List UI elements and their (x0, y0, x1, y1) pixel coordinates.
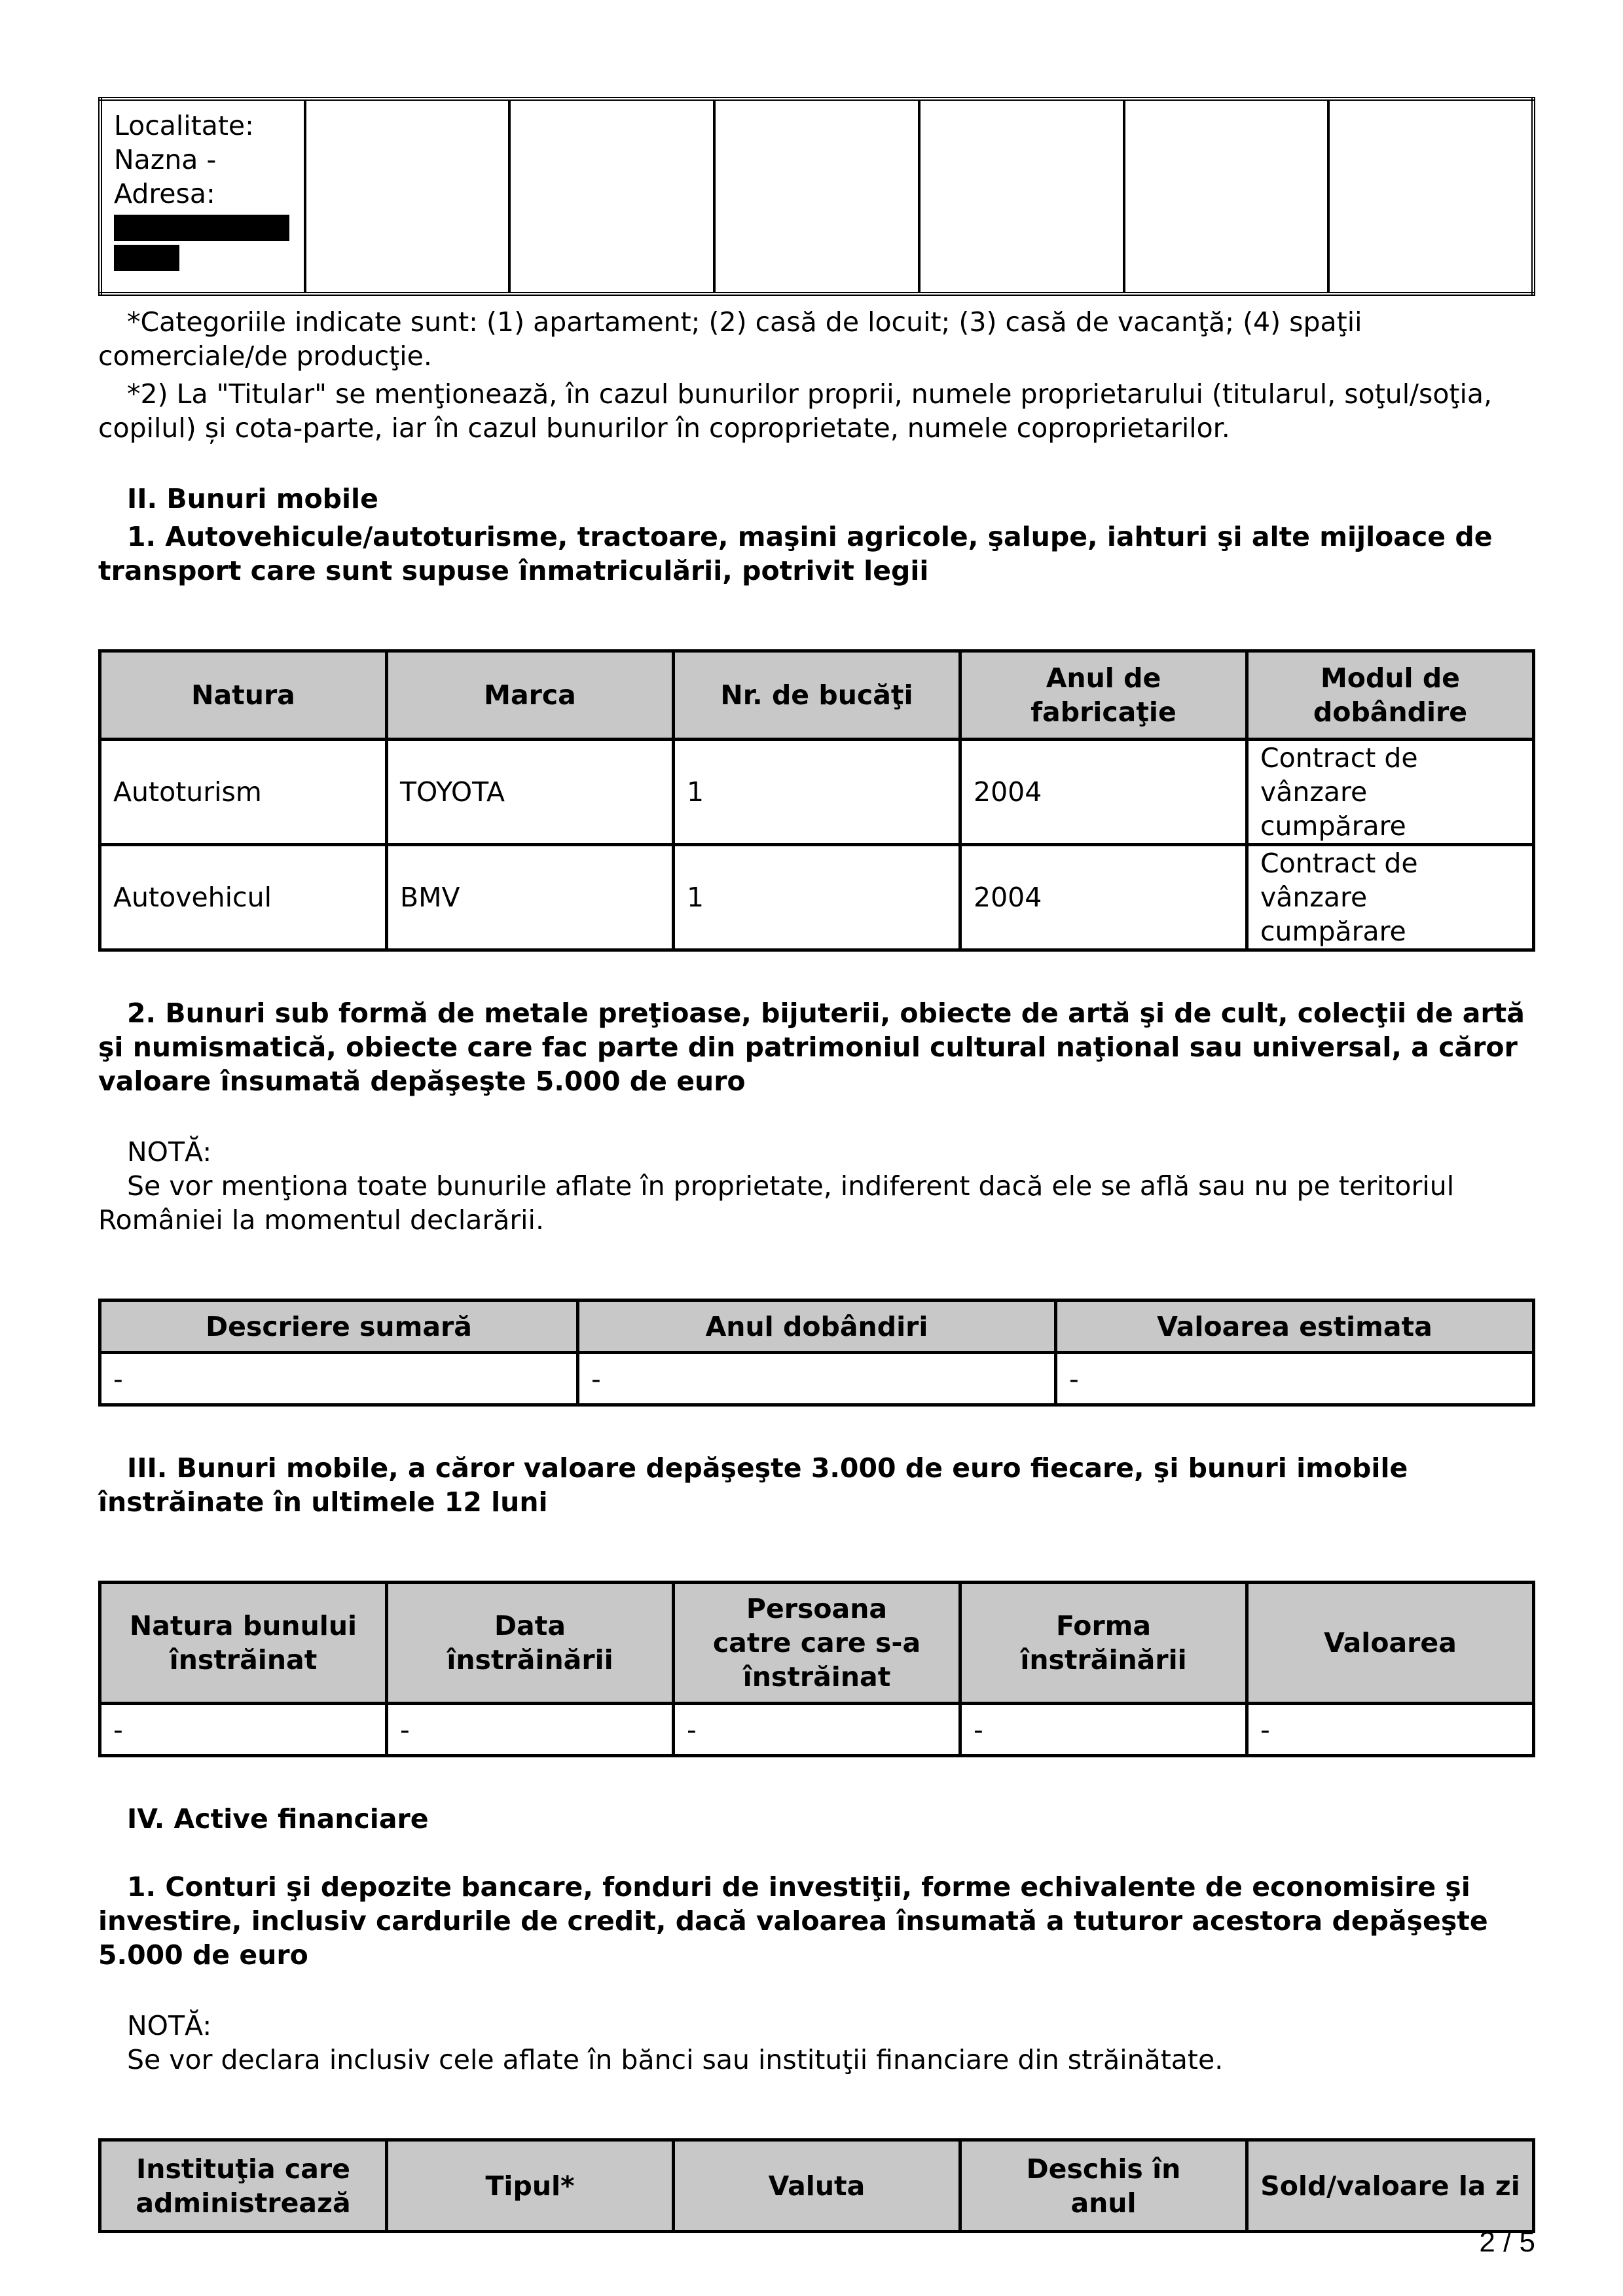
vehicles-table (98, 649, 1535, 952)
property-table (98, 97, 1535, 296)
column-header: Instituţia care administrează (100, 2140, 387, 2232)
subsection-heading: 2. Bunuri sub formă de metale preţioase, bijuterii, obiecte de artă şi de cult, colecţii de artă şi numismatică, obiecte care fac parte din patrimoniul cultural naţional sau universal, a căror valoare însumată depăşeşte 5.000 de euro (98, 997, 1525, 1097)
column-header: Marca (387, 651, 674, 740)
table-cell: - (960, 1704, 1247, 1756)
table-cell: Autoturism (100, 740, 387, 845)
column-header: Modul de dobândire (1247, 651, 1534, 740)
table-row (100, 1353, 1534, 1405)
table-header-row (100, 1583, 1534, 1704)
subsection-heading: 1. Autovehicule/autoturisme, tractoare, maşini agricole, şalupe, iahturi şi alte mijloace de transport care sunt supuse înmatriculării, potrivit legii (98, 521, 1493, 586)
financial-assets-table (98, 2138, 1535, 2233)
table-cell: - (1247, 1704, 1534, 1756)
section-heading: III. Bunuri mobile, a căror valoare depăşeşte 3.000 de euro fiecare, şi bunuri imobile înstrăinate în ultimele 12 luni (98, 1452, 1408, 1518)
column-header: Anul dobândiri (578, 1300, 1056, 1353)
note-label: NOTĂ: (127, 2010, 212, 2041)
locality-label: Localitate: (114, 110, 254, 141)
table-cell: - (387, 1704, 674, 1756)
footnote-titular: *2) La "Titular" se menţionează, în cazul bunurilor proprii, numele proprietarului (titularul, soţul/soţia, copilul) și cota-parte, iar în cazul bunurilor în coproprietate, numele coproprietarilor. (98, 378, 1493, 444)
column-header: Nr. de bucăţi (674, 651, 960, 740)
column-header: Anul de fabricaţie (960, 651, 1247, 740)
empty-cell (1328, 99, 1533, 294)
table-cell: - (674, 1704, 960, 1756)
empty-cell (305, 99, 510, 294)
document-page (98, 97, 1535, 2233)
empty-cell (919, 99, 1124, 294)
column-header: Valoarea (1247, 1583, 1534, 1704)
table-header-row (100, 651, 1534, 740)
empty-cell (1124, 99, 1329, 294)
locality-value: Nazna - (114, 144, 217, 175)
column-header: Descriere sumară (100, 1300, 578, 1353)
column-header: Deschis în anul (960, 2140, 1247, 2232)
note-label: NOTĂ: (127, 1136, 212, 1168)
section-heading: IV. Active financiare (127, 1803, 429, 1835)
table-cell: Autovehicul (100, 845, 387, 950)
address-label: Adresa: (114, 178, 215, 209)
column-header: Forma înstrăinării (960, 1583, 1247, 1704)
empty-cell (509, 99, 714, 294)
table-cell: Contract de vânzare cumpărare (1247, 740, 1534, 845)
note-text: Se vor declara inclusiv cele aflate în bănci sau instituţii financiare din străinătate. (127, 2044, 1224, 2075)
column-header: Sold/valoare la zi (1247, 2140, 1534, 2232)
column-header: Persoana catre care s-a înstrăinat (674, 1583, 960, 1704)
table-row (100, 99, 1533, 294)
table-cell: 1 (674, 740, 960, 845)
footnote-categories: *Categoriile indicate sunt: (1) apartament; (2) casă de locuit; (3) casă de vacanţă; (4) spaţii comerciale/de producţie. (98, 306, 1362, 372)
table-header-row (100, 2140, 1534, 2232)
subsection-heading: 1. Conturi şi depozite bancare, fonduri de investiţii, forme echivalente de economisire şi investire, inclusiv cardurile de credit, dacă valoarea însumată a tuturor acestora depăşeşte 5.000 de euro (98, 1871, 1488, 1971)
note-text: Se vor menţiona toate bunurile aflate în proprietate, indiferent dacă ele se află sau nu pe teritoriul României la momentul declarării. (98, 1170, 1455, 1236)
table-header-row (100, 1300, 1534, 1353)
section-heading: II. Bunuri mobile (127, 483, 378, 514)
table-cell: 1 (674, 845, 960, 950)
redaction-bar (114, 245, 179, 271)
table-cell: Contract de vânzare cumpărare (1247, 845, 1534, 950)
table-row (100, 845, 1534, 950)
table-cell: TOYOTA (387, 740, 674, 845)
table-cell: - (100, 1353, 578, 1405)
table-cell: BMV (387, 845, 674, 950)
column-header: Data înstrăinării (387, 1583, 674, 1704)
valuables-table (98, 1299, 1535, 1407)
redaction-bar (114, 215, 289, 241)
column-header: Valuta (674, 2140, 960, 2232)
empty-cell (714, 99, 919, 294)
table-cell: - (578, 1353, 1056, 1405)
column-header: Natura (100, 651, 387, 740)
column-header: Valoarea estimata (1056, 1300, 1534, 1353)
table-row (100, 740, 1534, 845)
address-cell (100, 99, 305, 294)
page-number: 2 / 5 (1479, 2226, 1535, 2258)
alienated-assets-table (98, 1581, 1535, 1757)
table-cell: 2004 (960, 845, 1247, 950)
table-cell: 2004 (960, 740, 1247, 845)
table-cell: - (1056, 1353, 1534, 1405)
column-header: Tipul* (387, 2140, 674, 2232)
table-cell: - (100, 1704, 387, 1756)
column-header: Natura bunului înstrăinat (100, 1583, 387, 1704)
table-row (100, 1704, 1534, 1756)
